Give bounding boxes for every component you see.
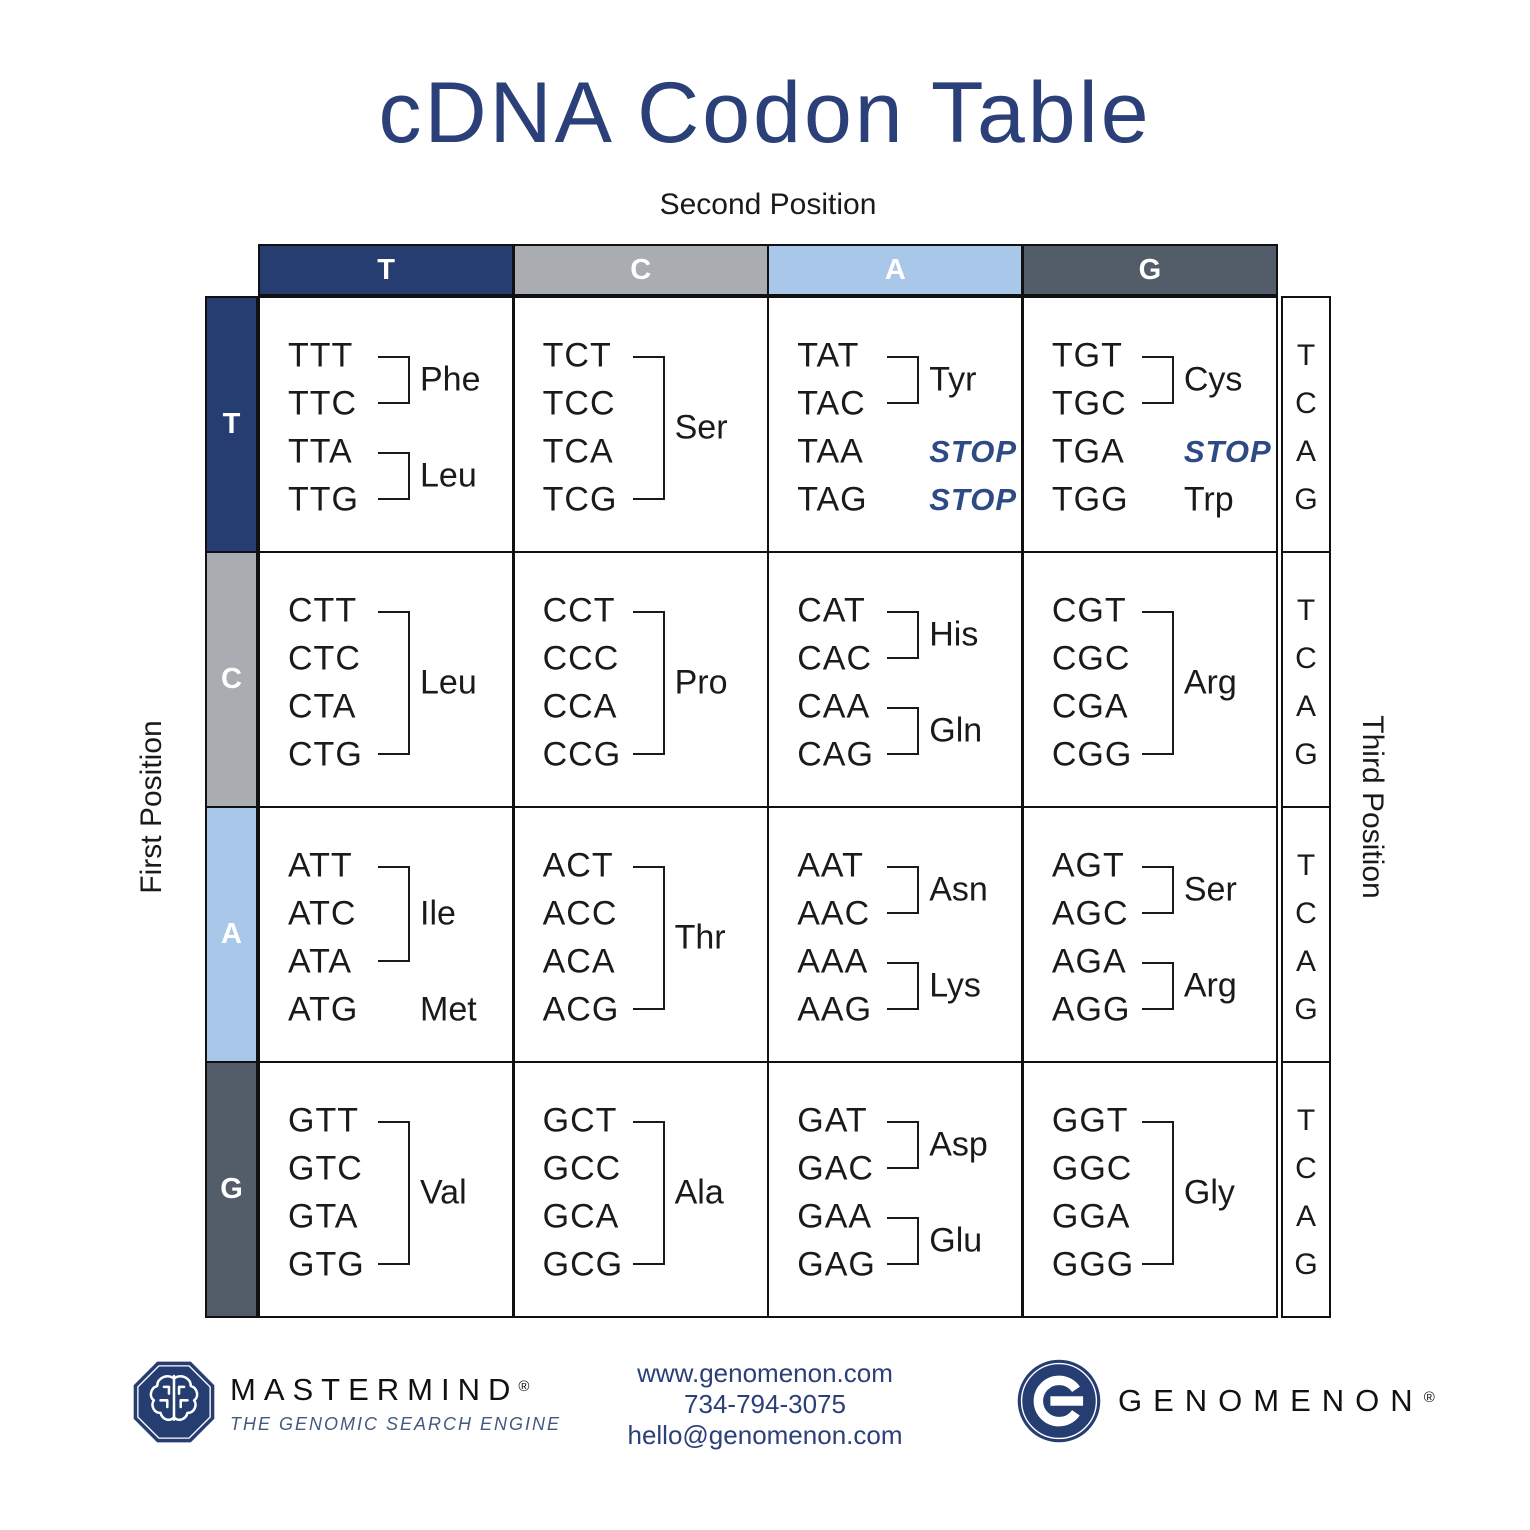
amino-acid-label: Arg [1183,966,1237,1005]
third-position-label: Third Position [1356,715,1389,899]
third-position-letter: T [1296,594,1316,628]
amino-acid-label: Lys [929,966,981,1005]
codon: GTT [288,1101,359,1140]
codon: CCC [542,639,620,678]
codon: GCT [542,1101,618,1140]
mastermind-tagline: THE GENOMIC SEARCH ENGINE [230,1414,562,1434]
codon: TCC [542,384,616,423]
codon-bracket [1142,1121,1174,1265]
codon: GCG [542,1245,624,1284]
codon: CGG [1051,735,1133,774]
codon: AGA [1051,942,1127,981]
codon: ATC [288,894,357,933]
codon: GTA [288,1197,359,1236]
page-title: cDNA Codon Table [378,65,1152,161]
codon: CAG [797,735,874,774]
third-position-letter: A [1295,945,1317,979]
col-header-A: A [769,246,1021,294]
codon: GAC [797,1149,874,1188]
third-position-letter: A [1295,1200,1317,1234]
codon: GCA [542,1197,620,1236]
third-position-band [1281,296,1331,1318]
registered-mark: ® [1423,1389,1435,1406]
codon: AGC [1051,894,1129,933]
codon: TTT [288,336,354,375]
amino-acid-label: Glu [929,1221,983,1260]
codon-bracket [378,356,410,404]
codon: CGC [1051,639,1131,678]
codon-bracket [887,611,919,659]
codon-bracket [378,866,410,962]
codon: TGG [1051,480,1129,519]
row-header-C: C [207,553,256,806]
col-header-T: T [260,246,512,294]
codon-bracket [887,1121,919,1169]
codon: GAT [797,1101,868,1140]
codon: GCC [542,1149,622,1188]
amino-acid-label: Thr [674,918,726,957]
amino-acid-label: Ser [674,408,728,447]
circle-g-icon [1016,1358,1102,1444]
third-position-letter: C [1295,1152,1317,1186]
codon-cell-AC [515,808,767,1061]
codon-cell-TG [1024,298,1276,551]
codon: TAG [797,480,868,519]
codon-bracket [1142,611,1174,755]
codon: AAT [797,846,864,885]
first-position-label: First Position [135,720,168,894]
amino-acid-label: Leu [420,663,477,702]
codon: GTG [288,1245,365,1284]
codon: TGT [1051,336,1123,375]
codon-bracket [887,866,919,914]
genomenon-wordmark: GENOMENON® [1118,1383,1435,1418]
codon-cell-GT [260,1063,512,1316]
genomenon-logo-block [1016,1358,1435,1444]
amino-acid-label: Gly [1183,1173,1235,1212]
codon-bracket [1142,866,1174,914]
codon: GGA [1051,1197,1131,1236]
amino-acid-label: Asp [929,1125,988,1164]
amino-acid-label: Ser [1183,870,1237,909]
codon-cell-GA [769,1063,1021,1316]
amino-acid-label: Arg [1183,663,1237,702]
stop-label: STOP [1183,434,1272,469]
amino-acid-label: Val [420,1173,467,1212]
codon: TTG [288,480,359,519]
codon: GTC [288,1149,363,1188]
third-position-letter: G [1294,483,1318,516]
stop-label: STOP [929,434,1018,469]
row-header-T: T [207,298,256,551]
third-position-cell-row-C [1283,553,1329,806]
codon: CTG [288,735,363,774]
codon: TAT [797,336,860,375]
amino-acid-label: Leu [420,456,477,495]
registered-mark: ® [518,1378,530,1395]
amino-acid-label: Tyr [929,360,977,399]
codon: CGA [1051,687,1129,726]
codon-bracket [887,962,919,1010]
amino-acid-label: His [929,615,979,654]
third-position-cell-row-T [1283,298,1329,551]
row-header-band [205,296,258,1318]
codon: TAA [797,432,864,471]
row-header-G: G [207,1063,256,1316]
codon-cell-CT [260,553,512,806]
codon: ACC [542,894,618,933]
codon: GGG [1051,1245,1135,1284]
codon: CTC [288,639,361,678]
codon-bracket [887,1217,919,1265]
codon: TGA [1051,432,1125,471]
codon-bracket [887,356,919,404]
codon: CTT [288,591,358,630]
codon: ACG [542,990,620,1029]
codon: GGC [1051,1149,1133,1188]
codon: TTC [288,384,358,423]
third-position-letter: T [1296,849,1316,883]
codon: AGG [1051,990,1131,1029]
third-position-cell-row-A [1283,808,1329,1061]
codon-bracket [633,356,665,500]
codon: AAG [797,990,873,1029]
codon-cell-GG [1024,1063,1276,1316]
website-text: www.genomenon.com [637,1358,893,1388]
third-position-letter: T [1296,339,1316,372]
codon: TCG [542,480,618,519]
email-text: hello@genomenon.com [627,1420,903,1450]
codon: ACT [542,846,614,885]
codon: CAA [797,687,871,726]
codon: CCT [542,591,616,630]
third-position-letter: C [1295,642,1317,676]
codon-cell-CA [769,553,1021,806]
codon: CAC [797,639,873,678]
codon: TCA [542,432,614,471]
codon: GAA [797,1197,873,1236]
codon: CCA [542,687,618,726]
third-position-letter: C [1295,897,1317,931]
codon-cell-TC [515,298,767,551]
codon: CTA [288,687,357,726]
column-header-band [258,244,1278,296]
amino-acid-label: Ile [420,894,456,933]
third-position-letter: T [1296,1104,1316,1138]
codon: TAC [797,384,866,423]
amino-acid-label: Cys [1183,360,1243,399]
col-header-G: G [1024,246,1276,294]
row-header-A: A [207,808,256,1061]
amino-acid-label: Ala [674,1173,724,1212]
codon-cell-CG [1024,553,1276,806]
codon: GGT [1051,1101,1129,1140]
third-position-letter: G [1294,1248,1318,1282]
codon: AGT [1051,846,1125,885]
codon-bracket [1142,962,1174,1010]
codon-bracket [1142,356,1174,404]
codon-cell-AT [260,808,512,1061]
codon: TGC [1051,384,1127,423]
third-position-cell-row-G [1283,1063,1329,1316]
amino-acid-label: Pro [674,663,728,702]
codon-bracket [378,611,410,755]
codon: CCG [542,735,622,774]
stop-label: STOP [929,482,1018,517]
codon: ATA [288,942,353,981]
codon-bracket [378,452,410,500]
codon-bracket [633,1121,665,1265]
phone-text: 734-794-3075 [684,1389,846,1419]
third-position-letter: A [1295,690,1317,724]
third-position-letter: C [1295,387,1317,420]
codon-cell-AA [769,808,1021,1061]
codon-cell-TT [260,298,512,551]
third-position-letter: G [1294,993,1318,1027]
codon-bracket [887,707,919,755]
amino-acid-label: Gln [929,711,983,750]
amino-acid-label: Met [420,990,477,1029]
codon: CGT [1051,591,1127,630]
second-position-label: Second Position [659,188,877,221]
mastermind-wordmark: MASTERMIND® [230,1372,530,1407]
codon-cell-AG [1024,808,1276,1061]
codon: ACA [542,942,616,981]
codon-cell-CC [515,553,767,806]
amino-acid-label: Asn [929,870,988,909]
codon: ATG [288,990,359,1029]
amino-acid-label: Trp [1183,480,1234,519]
codon-bracket [633,611,665,755]
codon-grid [258,296,1278,1318]
codon: TTA [288,432,353,471]
codon: AAC [797,894,871,933]
codon-cell-GC [515,1063,767,1316]
codon: CAT [797,591,866,630]
codon-bracket [633,866,665,1010]
third-position-letter: A [1295,435,1317,468]
codon: ATT [288,846,353,885]
codon: TCT [542,336,612,375]
amino-acid-label: Phe [420,360,481,399]
col-header-C: C [515,246,767,294]
third-position-letter: G [1294,738,1318,772]
codon-cell-TA [769,298,1021,551]
codon-bracket [378,1121,410,1265]
codon: AAA [797,942,869,981]
codon: GAG [797,1245,876,1284]
